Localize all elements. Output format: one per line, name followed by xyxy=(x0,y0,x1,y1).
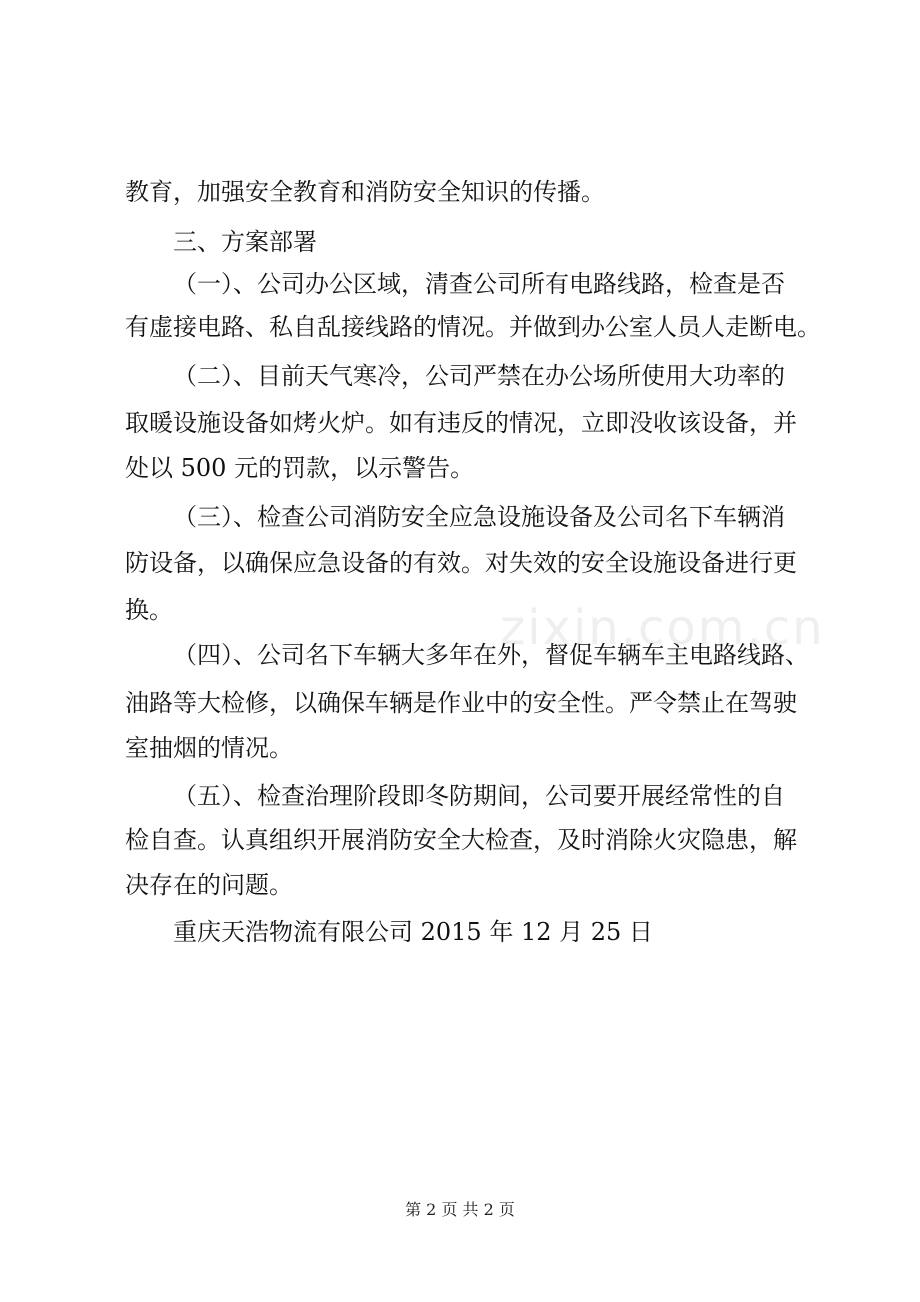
paragraph-line: （一）、公司办公区域，清查公司所有电路线路，检查是否 xyxy=(173,270,785,298)
section-heading: 三、方案部署 xyxy=(173,228,317,256)
paragraph-line: 教育，加强安全教育和消防安全知识的传播。 xyxy=(125,178,605,206)
watermark: zixin.com.cn xyxy=(500,600,825,656)
paragraph-line: （四）、公司名下车辆大多年在外，督促车辆车主电路线路、 xyxy=(173,641,809,669)
paragraph-line: （三）、检查公司消防安全应急设施设备及公司名下车辆消 xyxy=(173,503,785,531)
paragraph-line: 换。 xyxy=(125,596,173,624)
signature-date-line: 重庆天浩物流有限公司 2015 年 12 月 25 日 xyxy=(173,918,653,946)
paragraph-line: 室抽烟的情况。 xyxy=(125,734,293,762)
paragraph-line: 处以 500 元的罚款，以示警告。 xyxy=(125,454,475,482)
paragraph-line: 油路等大检修，以确保车辆是作业中的安全性。严令禁止在驾驶 xyxy=(125,689,797,717)
paragraph-line: 有虚接电路、私自乱接线路的情况。并做到办公室人员人走断电。 xyxy=(125,313,821,341)
paragraph-line: 检自查。认真组织开展消防安全大检查，及时消除火灾隐患，解 xyxy=(125,826,797,854)
paragraph-line: （二）、目前天气寒冷，公司严禁在办公场所使用大功率的 xyxy=(173,362,785,390)
paragraph-line: 防设备，以确保应急设备的有效。对失效的安全设施设备进行更 xyxy=(125,549,797,577)
paragraph-line: 决存在的问题。 xyxy=(125,871,293,899)
paragraph-line: 取暖设施设备如烤火炉。如有违反的情况，立即没收该设备，并 xyxy=(125,409,797,437)
page-footer: 第 2 页 共 2 页 xyxy=(405,1200,515,1219)
paragraph-line: （五）、检查治理阶段即冬防期间，公司要开展经常性的自 xyxy=(173,782,785,810)
